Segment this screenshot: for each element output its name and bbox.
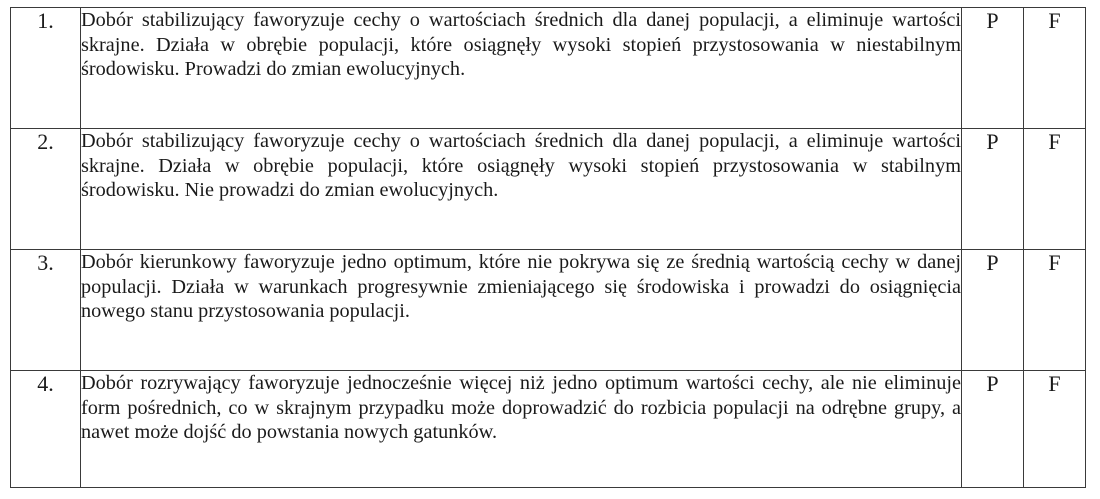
answer-true-option[interactable]: P xyxy=(962,250,1024,371)
table-row xyxy=(11,8,1086,129)
table-row xyxy=(11,250,1086,371)
table-row xyxy=(11,129,1086,250)
table-row xyxy=(11,371,1086,488)
true-false-table xyxy=(10,7,1086,488)
answer-true-option[interactable]: P xyxy=(962,8,1024,129)
answer-true-option[interactable]: P xyxy=(962,371,1024,488)
statement-text: Dobór stabilizujący faworyzuje cechy o wartościach średnich dla danej populacji, a eliminuje wartości skrajne. Działa w obrębie populacji, które osiągnęły wysoki stopień przystosowania w stabilnym środowisku. Nie prowadzi do zmian ewolucyjnych. xyxy=(81,129,962,250)
statement-text: Dobór rozrywający faworyzuje jednocześnie więcej niż jedno optimum wartości cechy, ale nie eliminuje form pośrednich, co w skrajnym przypadku może doprowadzić do rozbicia populacji na odrębne grupy, a nawet może dojść do powstania nowych gatunków. xyxy=(81,371,962,488)
statement-text: Dobór stabilizujący faworyzuje cechy o wartościach średnich dla danej populacji, a eliminuje wartości skrajne. Działa w obrębie populacji, które osiągnęły wysoki stopień przystosowania w niestabilnym środowisku. Prowadzi do zmian ewolucyjnych. xyxy=(81,8,962,129)
answer-false-option[interactable]: F xyxy=(1024,8,1086,129)
statement-number: 3. xyxy=(11,250,81,371)
answer-false-option[interactable]: F xyxy=(1024,250,1086,371)
answer-false-option[interactable]: F xyxy=(1024,129,1086,250)
statement-number: 1. xyxy=(11,8,81,129)
statement-text: Dobór kierunkowy faworyzuje jedno optimum, które nie pokrywa się ze średnią wartością cechy w danej populacji. Działa w warunkach progresywnie zmieniającego się środowiska i prowadzi do osiągnięcia nowego stanu przystosowania populacji. xyxy=(81,250,962,371)
answer-true-option[interactable]: P xyxy=(962,129,1024,250)
answer-false-option[interactable]: F xyxy=(1024,371,1086,488)
statement-number: 2. xyxy=(11,129,81,250)
statement-number: 4. xyxy=(11,371,81,488)
